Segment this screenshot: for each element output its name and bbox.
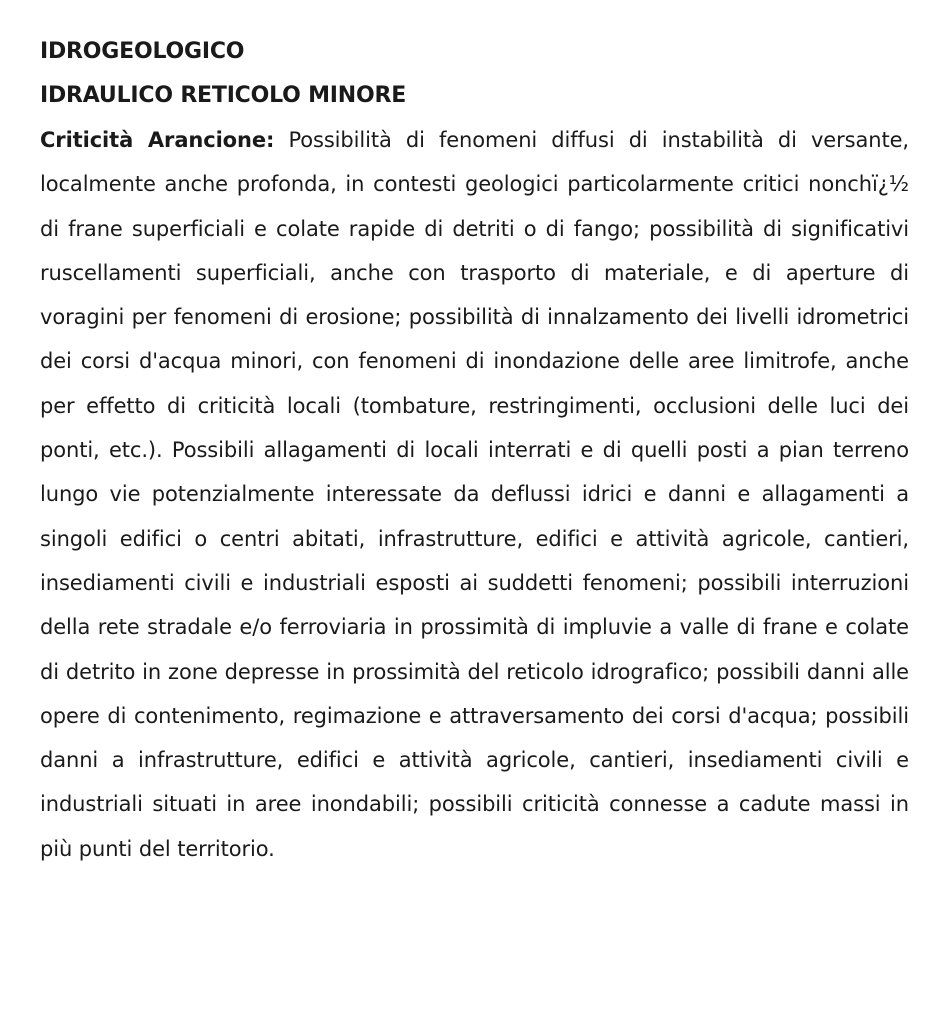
criticality-paragraph xyxy=(40,118,909,871)
heading-idrogeologico: IDROGEOLOGICO xyxy=(40,39,245,64)
criticality-description: Possibilità di fenomeni diffusi di instabilità di versante, localmente anche profonda, in contesti geologici particolarmente critici nonchï¿½ di frane superficiali e colate rapide di detriti o di fango; possibilità di significativi ruscellamenti superficiali, anche con trasporto di materiale, e di aperture di voragini per fenomeni di erosione; possibilità di innalzamento dei livelli idrometrici dei corsi d'acqua minori, con fenomeni di inondazione delle aree limitrofe, anche per effetto di criticità locali (tombature, restringimenti, occlusioni delle luci dei ponti, etc.). Possibili allagamenti di locali interrati e di quelli posti a pian terreno lungo vie potenzialmente interessate da deflussi idrici e danni e allagamenti a singoli edifici o centri abitati, infrastrutture, edifici e attività agricole, cantieri, insediamenti civili e industriali esposti ai suddetti fenomeni; possibili interruzioni della rete stradale e/o ferroviaria in prossimità di impluvie a valle di frane e colate di detrito in zone depresse in prossimità del reticolo idrografico; possibili danni alle opere di contenimento, regimazione e attraversamento dei corsi d'acqua; possibili danni a infrastrutture, edifici e attività agricole, cantieri, insediamenti civili e industriali situati in aree inondabili; possibili criticità connesse a cadute massi in più punti del territorio. xyxy=(40,128,910,861)
criticality-label: Criticità Arancione: xyxy=(40,128,275,152)
heading-idraulico-reticolo-minore: IDRAULICO RETICOLO MINORE xyxy=(40,83,407,108)
